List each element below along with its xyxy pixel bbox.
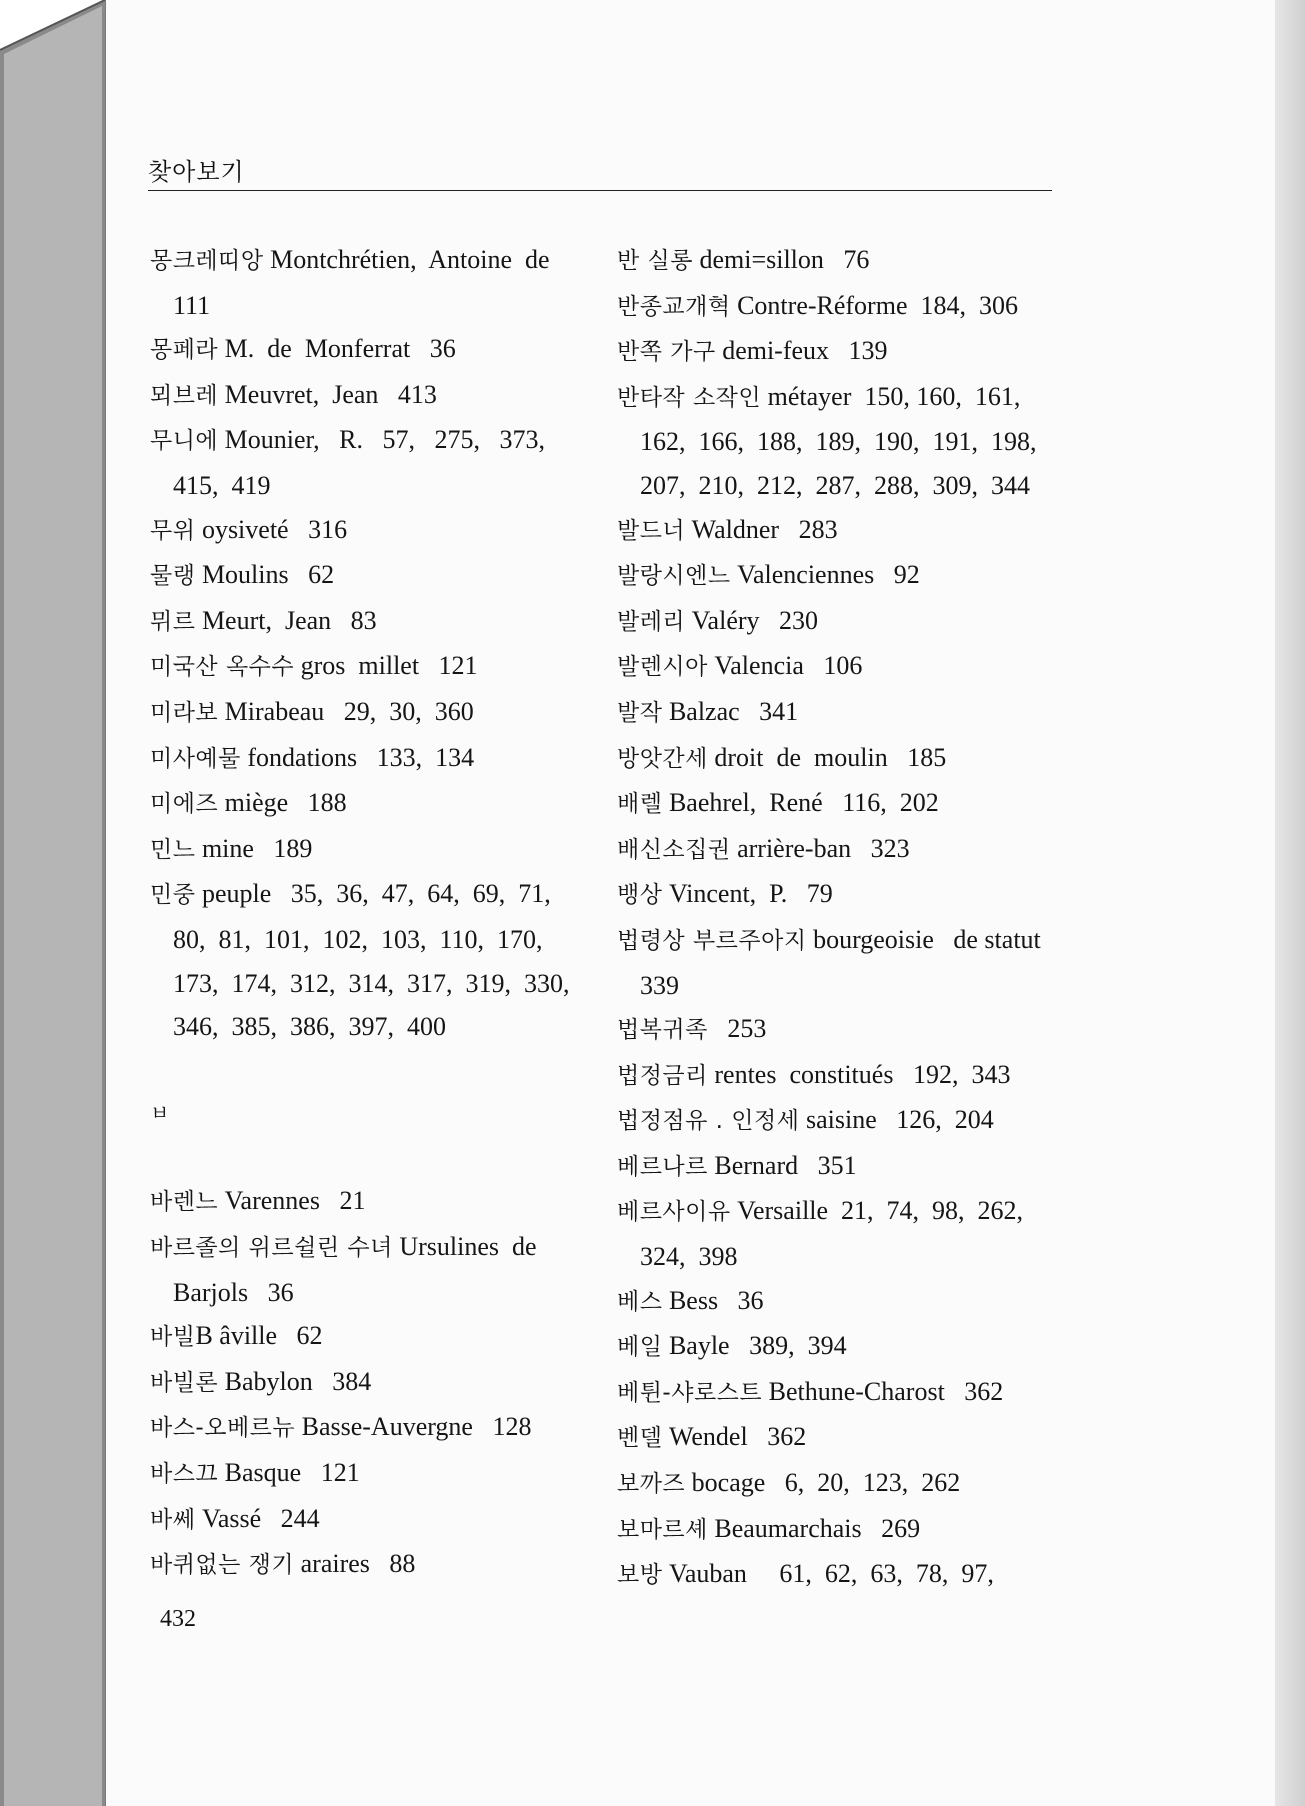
entry-term-and-pages: Babylon 384 xyxy=(218,1366,372,1396)
entry-term-and-pages: oysiveté 316 xyxy=(195,514,348,544)
entry-term-and-pages: Ursulines de Barjols 36 xyxy=(173,1232,544,1307)
index-entry xyxy=(617,1144,1047,1190)
entry-korean-term: 반타작 소작인 xyxy=(617,384,762,411)
entry-korean-term: 물랭 xyxy=(150,563,196,590)
index-entry xyxy=(150,690,580,736)
index-entry xyxy=(617,284,1047,330)
entry-korean-term: 방앗간세 xyxy=(617,745,708,772)
index-entry xyxy=(617,553,1047,599)
index-entry xyxy=(150,1405,580,1451)
entry-term-and-pages: Beaumarchais 269 xyxy=(707,1513,921,1543)
entry-korean-term: 미국산 옥수수 xyxy=(150,654,295,681)
index-entry xyxy=(617,1053,1047,1099)
index-entry xyxy=(150,1314,580,1360)
index-entry xyxy=(617,1279,1047,1325)
index-entry xyxy=(150,238,580,327)
index-column-right xyxy=(617,238,1061,1598)
index-entry xyxy=(150,1179,580,1225)
index-entry xyxy=(150,736,580,782)
entry-korean-term: 법정점유 . 인정세 xyxy=(617,1108,800,1135)
section-letter-heading: ㅂ xyxy=(150,1101,170,1126)
entry-korean-term: 미사예물 xyxy=(150,745,241,772)
entry-korean-term: 베튄-샤로스트 xyxy=(617,1379,763,1406)
index-entries-b xyxy=(150,1179,580,1587)
entry-korean-term: 발드너 xyxy=(617,517,686,544)
entry-term-and-pages: Bethune-Charost 362 xyxy=(762,1376,1004,1406)
index-entry xyxy=(150,827,580,873)
entry-korean-term: 반 실롱 xyxy=(617,248,693,274)
entry-term-and-pages: Varennes 21 xyxy=(218,1186,366,1216)
index-entry xyxy=(617,599,1047,645)
entry-term-and-pages: B âville 62 xyxy=(195,1321,323,1351)
page-right-shadow xyxy=(1275,0,1305,1806)
entry-korean-term: 발작 xyxy=(617,699,663,726)
index-entry xyxy=(150,599,580,645)
index-entry xyxy=(150,1497,580,1543)
entry-term-and-pages: peuple 35, 36, 47, 64, 69, 71, 80, 81, 101, 102, 103, 110, 170, 173, 174, 312, 314, 317, 319, 330, 346, 385, 386, 397, 400 xyxy=(173,879,583,1042)
entry-korean-term: 베일 xyxy=(617,1334,663,1361)
entry-korean-term: 뱅상 xyxy=(617,882,663,909)
entry-korean-term: 뮈르 xyxy=(150,608,196,635)
entry-korean-term: 뫼브레 xyxy=(150,382,219,409)
entry-korean-term: 베르나르 xyxy=(617,1153,708,1180)
entry-term-and-pages: Montchrétien, Antoine de 111 xyxy=(173,245,557,320)
entry-term-and-pages: Valéry 230 xyxy=(685,605,819,635)
entry-term-and-pages: Balzac 341 xyxy=(662,696,799,726)
entry-korean-term: 벤델 xyxy=(617,1425,663,1452)
index-entry xyxy=(617,1007,1047,1053)
index-entry xyxy=(617,375,1050,508)
entry-korean-term: 몽페라 xyxy=(150,337,219,364)
index-entry xyxy=(150,781,580,827)
entry-korean-term: 보방 xyxy=(617,1562,663,1589)
entry-term-and-pages: Bayle 389, 394 xyxy=(662,1331,847,1361)
index-entry xyxy=(150,508,580,554)
index-entry xyxy=(617,1370,1047,1416)
book-spine-edge xyxy=(0,0,110,1806)
index-entry xyxy=(150,1225,580,1314)
index-column-left xyxy=(150,238,583,1588)
index-entry xyxy=(150,373,580,419)
entry-term-and-pages: Valencia 106 xyxy=(707,651,863,681)
running-head: 찾아보기 xyxy=(148,158,245,186)
index-entry xyxy=(617,1415,1047,1461)
entry-term-and-pages: miège 188 xyxy=(218,788,347,818)
entry-term-and-pages: Wendel 362 xyxy=(662,1422,807,1452)
index-entry xyxy=(617,918,1061,1007)
entry-korean-term: 법령상 부르주아지 xyxy=(617,927,807,954)
header-rule xyxy=(148,190,1052,191)
entry-korean-term: 무위 xyxy=(150,517,196,544)
entry-term-and-pages: 253 xyxy=(707,1014,767,1044)
entry-term-and-pages: Basse-Auvergne 128 xyxy=(295,1412,532,1442)
index-entry xyxy=(617,1324,1047,1370)
entry-term-and-pages: demi=sillon 76 xyxy=(692,245,870,274)
index-entry xyxy=(617,736,1047,782)
entry-term-and-pages: Waldner 283 xyxy=(685,514,838,544)
index-entry xyxy=(617,238,1047,284)
entry-korean-term: 무니에 xyxy=(150,428,219,455)
index-entry xyxy=(150,872,583,1048)
entry-term-and-pages: arrière-ban 323 xyxy=(730,833,910,863)
entry-term-and-pages: Mounier, R. 57, 275, 373, 415, 419 xyxy=(173,425,552,500)
entry-korean-term: 반종교개혁 xyxy=(617,293,731,320)
index-entry xyxy=(150,327,580,373)
entry-term-and-pages: fondations 133, 134 xyxy=(240,742,475,772)
index-entry xyxy=(617,1461,1047,1507)
entry-term-and-pages: Versaille 21, 74, 98, 262, 324, 398 xyxy=(640,1196,1037,1272)
entry-term-and-pages: Contre-Réforme 184, 306 xyxy=(730,290,1018,320)
entry-term-and-pages: métayer 150, 160, 161, 162, 166, 188, 189, 190, 191, 198, 207, 210, 212, 287, 288, 309, 344 xyxy=(640,381,1050,500)
entry-korean-term: 바렌느 xyxy=(150,1189,219,1216)
entry-term-and-pages: Vauban 61, 62, 63, 78, 97, xyxy=(662,1559,994,1589)
entry-korean-term: 바르졸의 위르쉴린 수녀 xyxy=(150,1235,393,1262)
entry-korean-term: 몽크레띠앙 xyxy=(150,248,264,274)
entry-korean-term: 민느 xyxy=(150,836,196,863)
index-entry xyxy=(150,644,580,690)
entry-korean-term: 바스끄 xyxy=(150,1461,219,1488)
entry-term-and-pages: mine 189 xyxy=(195,833,313,863)
entry-term-and-pages: gros millet 121 xyxy=(294,651,478,681)
entry-term-and-pages: bourgeoisie de statut 339 xyxy=(640,924,1061,1000)
index-entry xyxy=(150,1451,580,1497)
entry-korean-term: 바빌 xyxy=(150,1324,196,1351)
entry-korean-term: 배렐 xyxy=(617,791,663,818)
entry-korean-term: 법정금리 xyxy=(617,1062,708,1089)
index-entry xyxy=(150,1360,580,1406)
entry-korean-term: 법복귀족 xyxy=(617,1017,708,1044)
entry-korean-term: 반쪽 가구 xyxy=(617,339,716,366)
index-entry xyxy=(617,781,1047,827)
entry-korean-term: 발레리 xyxy=(617,608,686,635)
entry-term-and-pages: Mirabeau 29, 30, 360 xyxy=(218,696,474,726)
index-entry xyxy=(617,1507,1047,1553)
entry-korean-term: 보까즈 xyxy=(617,1471,686,1498)
index-entry xyxy=(150,418,580,507)
entry-korean-term: 바쎄 xyxy=(150,1506,196,1533)
entry-term-and-pages: araires 88 xyxy=(294,1549,416,1579)
entry-term-and-pages: Valenciennes 92 xyxy=(730,560,920,590)
entry-korean-term: 바빌론 xyxy=(150,1369,219,1396)
index-entry xyxy=(617,1189,1047,1278)
entry-term-and-pages: Vincent, P. 79 xyxy=(662,879,833,909)
entry-term-and-pages: Vassé 244 xyxy=(195,1503,320,1533)
entry-korean-term: 배신소집권 xyxy=(617,836,731,863)
entry-term-and-pages: M. de Monferrat 36 xyxy=(218,334,456,364)
entry-term-and-pages: demi-feux 139 xyxy=(715,336,888,366)
index-entry xyxy=(617,690,1047,736)
entry-korean-term: 보마르셰 xyxy=(617,1516,708,1543)
entry-korean-term: 바퀴없는 쟁기 xyxy=(150,1552,295,1579)
entry-term-and-pages: droit de moulin 185 xyxy=(707,742,947,772)
entry-korean-term: 민중 xyxy=(150,882,196,909)
page-number: 432 xyxy=(160,1606,196,1632)
entry-korean-term: 발랑시엔느 xyxy=(617,563,731,590)
index-entry xyxy=(617,644,1047,690)
index-entry xyxy=(617,1098,1047,1144)
entry-term-and-pages: Bess 36 xyxy=(662,1285,764,1315)
entry-term-and-pages: Moulins 62 xyxy=(195,560,335,590)
index-entry xyxy=(617,827,1047,873)
entry-korean-term: 베르사이유 xyxy=(617,1199,731,1226)
index-entry xyxy=(617,1552,1047,1598)
index-entry xyxy=(617,329,1047,375)
entry-term-and-pages: Bernard 351 xyxy=(707,1150,857,1180)
entry-term-and-pages: Meuvret, Jean 413 xyxy=(218,379,437,409)
index-entry xyxy=(150,1542,580,1588)
entry-korean-term: 발렌시아 xyxy=(617,654,708,681)
index-entry xyxy=(150,553,580,599)
entry-term-and-pages: Basque 121 xyxy=(218,1458,360,1488)
index-entries-m xyxy=(150,238,583,1049)
entry-korean-term: 미라보 xyxy=(150,699,219,726)
entry-term-and-pages: saisine 126, 204 xyxy=(799,1105,994,1135)
entry-korean-term: 베스 xyxy=(617,1288,663,1315)
entry-korean-term: 미에즈 xyxy=(150,791,219,818)
entry-term-and-pages: Baehrel, René 116, 202 xyxy=(662,788,939,818)
index-entry xyxy=(617,508,1047,554)
entry-term-and-pages: bocage 6, 20, 123, 262 xyxy=(685,1468,961,1498)
entry-term-and-pages: rentes constitués 192, 343 xyxy=(707,1059,1011,1089)
entry-korean-term: 바스-오베르뉴 xyxy=(150,1415,296,1442)
index-entry xyxy=(617,872,1047,918)
entry-term-and-pages: Meurt, Jean 83 xyxy=(195,605,377,635)
